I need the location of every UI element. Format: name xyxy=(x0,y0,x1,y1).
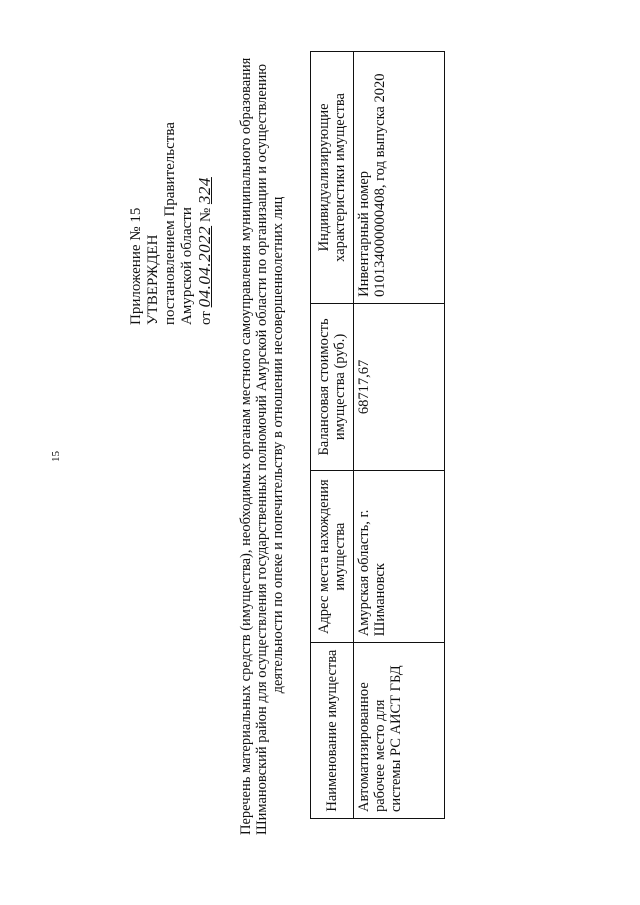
date-prefix: от xyxy=(198,311,214,325)
title-line-1: Перечень материальных средств (имущества), необходимых органам местного самоуправления муниципального образования xyxy=(238,57,254,835)
approved-by-line: постановлением Правительства xyxy=(162,122,178,325)
table-row xyxy=(354,52,445,819)
appendix-label: Приложение № 15 xyxy=(128,207,144,325)
region-line: Амурской области xyxy=(179,207,195,325)
date-number-line xyxy=(196,122,215,325)
cell-characteristics: Инвентарный номер 010134000000408, год выпуска 2020 xyxy=(354,52,445,304)
cell-name: Автоматизированное рабочее место для системы РС АИСТ ГБД xyxy=(354,643,445,819)
page-number: 15 xyxy=(50,451,62,462)
approval-stamp xyxy=(128,122,215,325)
approved-label: УТВЕРЖДЕН xyxy=(145,234,161,325)
handwritten-date: 04.04.2022 xyxy=(195,225,214,308)
header-name: Наименование имущества xyxy=(311,643,354,819)
header-address: Адрес места нахождения имущества xyxy=(311,471,354,643)
header-characteristics: Индивидуализирующие характеристики имущества xyxy=(311,52,354,304)
header-value: Балансовая стоимость имущества (руб.) xyxy=(311,303,354,470)
document-title xyxy=(238,55,286,835)
cell-address: Амурская область, г. Шимановск xyxy=(354,471,445,643)
title-line-2: Шимановский район для осуществления государственных полномочий Амурской области по организации и осуществлению xyxy=(254,63,270,835)
cell-value: 68717,67 xyxy=(354,303,445,470)
title-line-3: деятельности по опеке и попечительству в отношении несовершеннолетних лиц xyxy=(270,196,286,694)
number-prefix: № xyxy=(198,207,214,223)
handwritten-number: 324 xyxy=(195,177,214,205)
property-table xyxy=(310,51,445,819)
table-header-row xyxy=(311,52,354,819)
